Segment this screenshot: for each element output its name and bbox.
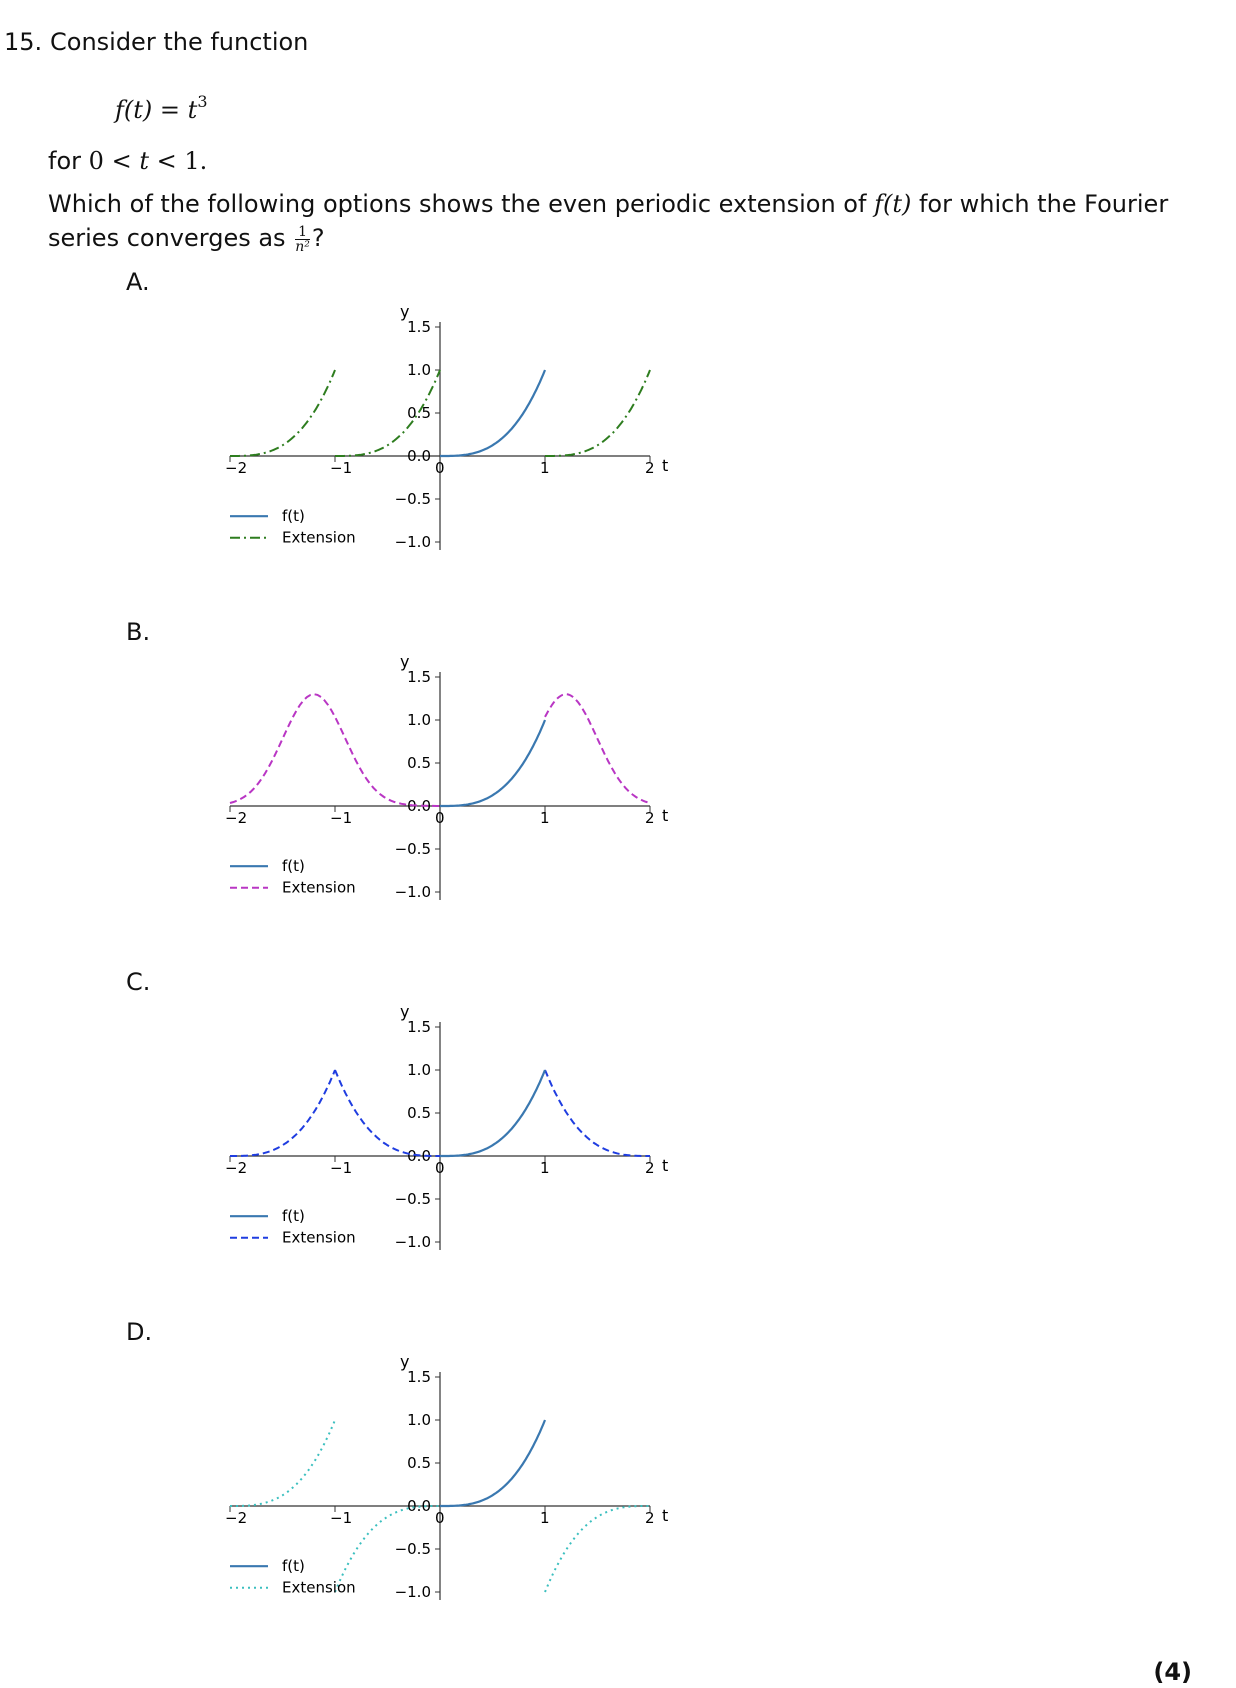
y-tick-label: −0.5 <box>394 1190 431 1208</box>
prompt-f: f(t) <box>874 190 912 218</box>
y-tick-label: −1.0 <box>394 1233 431 1251</box>
prompt-line-2 <box>48 224 325 254</box>
x-tick-label: 0 <box>435 1509 445 1527</box>
extension-line <box>545 1506 650 1592</box>
x-tick-label: 0 <box>435 459 445 477</box>
x-tick-label: −1 <box>330 1509 353 1527</box>
prompt-line2-text: series converges as <box>48 224 286 252</box>
rate-denominator: n² <box>295 238 310 255</box>
x-tick-label: 1 <box>540 459 550 477</box>
legend-extension-label: Extension <box>282 1578 356 1597</box>
rate-numerator: 1 <box>295 225 310 240</box>
function-base: t <box>187 96 198 124</box>
y-tick-label: −0.5 <box>394 490 431 508</box>
x-axis-label: t <box>662 1156 669 1175</box>
y-axis-label: y <box>400 652 410 671</box>
domain-var: t <box>139 147 149 175</box>
x-axis-label: t <box>662 456 669 475</box>
x-tick-label: −2 <box>225 459 248 477</box>
y-tick-label: −1.0 <box>394 1583 431 1601</box>
y-tick-label: 0.5 <box>407 1454 431 1472</box>
y-tick-label: 1.0 <box>407 711 431 729</box>
domain-right: 1. <box>184 147 208 175</box>
option-d-plot <box>200 1342 720 1626</box>
legend-extension-label: Extension <box>282 1228 356 1247</box>
chart-b <box>200 642 720 922</box>
f-t-line <box>440 1070 545 1156</box>
x-tick-label: 1 <box>540 809 550 827</box>
option-label-d: D. <box>126 1318 153 1346</box>
x-tick-label: 0 <box>435 1159 445 1177</box>
prompt-end: ? <box>311 224 325 252</box>
x-tick-label: 2 <box>645 809 655 827</box>
y-tick-label: 1.0 <box>407 361 431 379</box>
y-tick-label: 1.5 <box>407 668 431 686</box>
y-tick-label: −1.0 <box>394 533 431 551</box>
extension-line <box>545 1070 650 1156</box>
function-definition <box>115 88 208 124</box>
extension-line <box>230 370 335 456</box>
domain-prefix: for <box>48 147 81 175</box>
y-tick-label: 0.0 <box>407 447 431 465</box>
f-t-line <box>440 370 545 456</box>
x-axis-label: t <box>662 1506 669 1525</box>
domain-op1: < <box>111 147 132 175</box>
x-tick-label: 0 <box>435 809 445 827</box>
prompt-after: for which the Fourier <box>918 190 1169 218</box>
y-axis-label: y <box>400 1352 410 1371</box>
extension-line <box>230 1070 335 1156</box>
y-tick-label: 0.0 <box>407 1497 431 1515</box>
y-tick-label: −0.5 <box>394 840 431 858</box>
function-lhs: f(t) <box>115 96 153 124</box>
x-tick-label: 1 <box>540 1509 550 1527</box>
x-tick-label: 2 <box>645 1159 655 1177</box>
chart-a <box>200 292 720 572</box>
prompt-line-1 <box>48 190 1168 218</box>
x-tick-label: −1 <box>330 809 353 827</box>
x-axis-label: t <box>662 806 669 825</box>
x-tick-label: −1 <box>330 1159 353 1177</box>
y-tick-label: 0.5 <box>407 1104 431 1122</box>
y-tick-label: 1.5 <box>407 1368 431 1386</box>
option-c-plot <box>200 992 720 1276</box>
y-tick-label: 1.0 <box>407 1411 431 1429</box>
function-eq: = <box>159 96 181 124</box>
extension-line <box>545 370 650 456</box>
y-tick-label: 0.0 <box>407 1147 431 1165</box>
question-number: 15. <box>4 28 43 56</box>
y-tick-label: 1.0 <box>407 1061 431 1079</box>
legend-f-label: f(t) <box>282 1207 305 1226</box>
y-tick-label: −0.5 <box>394 1540 431 1558</box>
option-a-plot <box>200 292 720 576</box>
legend-f-label: f(t) <box>282 857 305 876</box>
x-tick-label: 2 <box>645 1509 655 1527</box>
function-exponent: 3 <box>197 92 208 111</box>
x-tick-label: −2 <box>225 1159 248 1177</box>
x-tick-label: −2 <box>225 809 248 827</box>
y-tick-label: 0.0 <box>407 797 431 815</box>
question-marks: (4) <box>1153 1658 1192 1686</box>
chart-c <box>200 992 720 1272</box>
legend-f-label: f(t) <box>282 1557 305 1576</box>
legend-f-label: f(t) <box>282 507 305 526</box>
extension-line <box>545 694 650 803</box>
x-tick-label: 1 <box>540 1159 550 1177</box>
legend-extension-label: Extension <box>282 528 356 547</box>
question-intro: Consider the function <box>50 28 309 56</box>
option-b-plot <box>200 642 720 926</box>
option-label-a: A. <box>126 268 150 296</box>
option-label-b: B. <box>126 618 151 646</box>
option-label-c: C. <box>126 968 151 996</box>
f-t-line <box>440 720 545 806</box>
y-tick-label: 1.5 <box>407 318 431 336</box>
y-tick-label: 0.5 <box>407 404 431 422</box>
domain-left: 0 <box>88 147 104 175</box>
y-tick-label: 1.5 <box>407 1018 431 1036</box>
x-tick-label: 2 <box>645 459 655 477</box>
extension-line <box>230 1420 335 1506</box>
legend-extension-label: Extension <box>282 878 356 897</box>
y-axis-label: y <box>400 1002 410 1021</box>
f-t-line <box>440 1420 545 1506</box>
y-tick-label: 0.5 <box>407 754 431 772</box>
domain-op2: < <box>156 147 177 175</box>
domain-line <box>48 147 207 175</box>
x-tick-label: −2 <box>225 1509 248 1527</box>
y-axis-label: y <box>400 302 410 321</box>
y-tick-label: −1.0 <box>394 883 431 901</box>
chart-d <box>200 1342 720 1622</box>
rate-fraction <box>295 225 310 254</box>
prompt-before: Which of the following options shows the even periodic extension of <box>48 190 867 218</box>
x-tick-label: −1 <box>330 459 353 477</box>
